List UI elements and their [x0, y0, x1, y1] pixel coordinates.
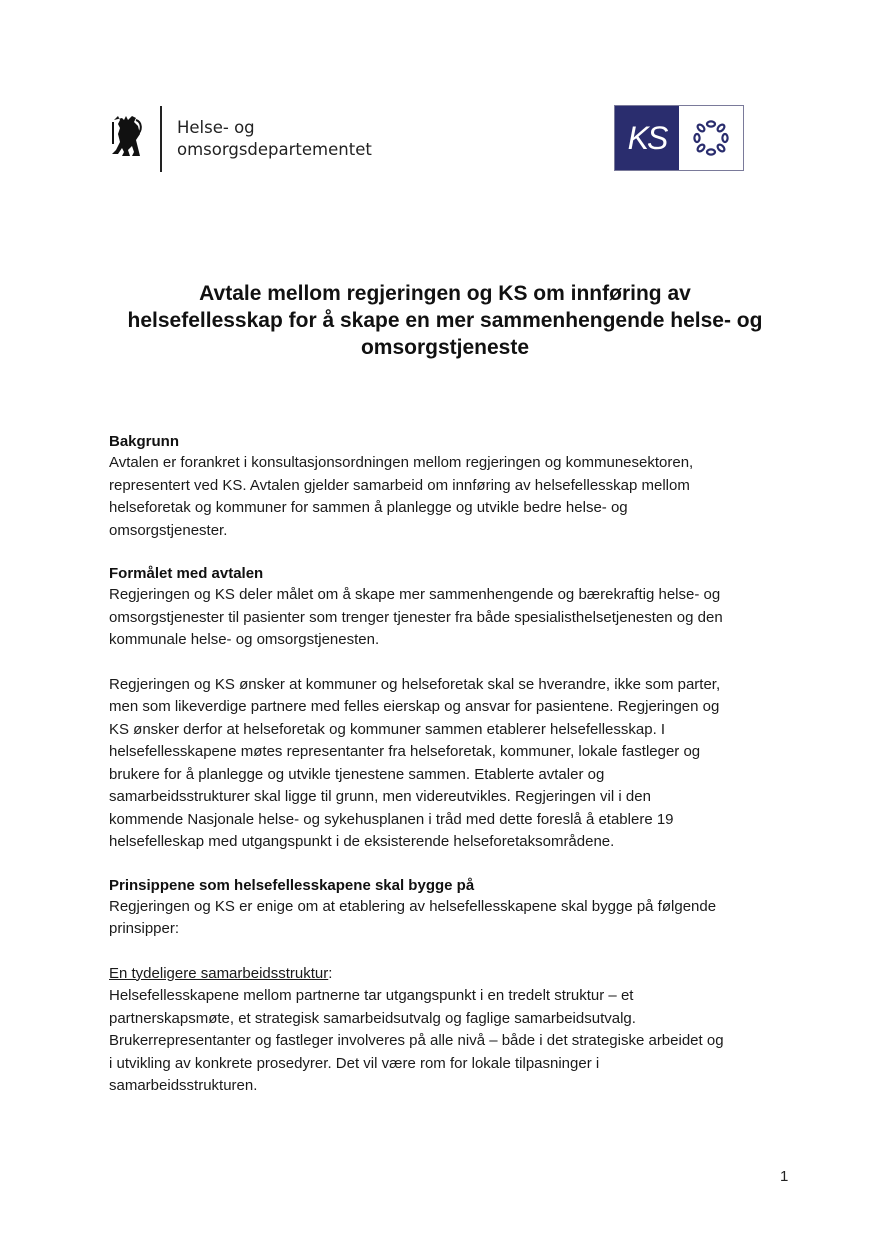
text-line: partnerskapsmøte, et strategisk samarbeidsutvalg og faglige samarbeidsutvalg. — [109, 1009, 636, 1027]
ks-logo-text: KS — [615, 106, 679, 170]
subsection-heading — [109, 963, 799, 986]
text-line: brukere for å planlegge og utvikle tjenestene sammen. Etablerte avtaler og — [109, 765, 605, 783]
text-line: omsorgstjenester til pasienter som trenger tjenester fra både spesialisthelsetjenesten og den — [109, 608, 723, 626]
text-line: Regjeringen og KS er enige om at etablering av helsefellesskapene skal bygge på følgende — [109, 897, 717, 915]
ks-chain-icon — [679, 106, 743, 170]
text-line: men som likeverdige partnere med felles eierskap og ansvar for pasientene. Regjeringen og — [109, 698, 720, 715]
paragraph — [109, 896, 799, 941]
chain-ring-icon — [691, 118, 731, 158]
text-line: helseforetak og kommuner for sammen å planlegge og utvikle bedre helse- og — [109, 499, 628, 516]
header-divider — [160, 106, 162, 172]
section-prinsippene — [109, 876, 799, 941]
text-line: kommende Nasjonale helse- og sykehusplanen i tråd med dette foreslå å etablere 19 — [109, 810, 674, 828]
document-title — [90, 280, 800, 361]
paragraph — [109, 452, 799, 542]
subsection-heading-text: En tydeligere samarbeidsstruktur — [109, 964, 329, 982]
ministry-name-line2: omsorgsdepartementet — [177, 140, 372, 159]
text-line: helsefelleskap med utgangspunkt i de eksisterende helseforetaksområdene. — [109, 833, 615, 850]
document-body — [109, 432, 799, 1098]
text-line: Helsefellesskapene mellom partnerne tar utgangspunkt i en tredelt struktur – et — [109, 987, 634, 1004]
text-line: samarbeidsstrukturen. — [109, 1077, 258, 1094]
spacer — [109, 941, 799, 963]
text-line: representert ved KS. Avtalen gjelder samarbeid om innføring av helsefellesskap mellom — [109, 476, 690, 494]
text-line: kommunale helse- og omsorgstjenesten. — [109, 631, 380, 648]
section-heading: Bakgrunn — [109, 433, 180, 450]
paragraph — [109, 985, 799, 1098]
text-line: prinsipper: — [109, 920, 180, 937]
ministry-name-line1: Helse- og — [177, 118, 255, 137]
subsection-heading-colon: : — [328, 964, 333, 982]
spacer — [109, 854, 799, 876]
lion-coat-of-arms-icon — [108, 112, 144, 158]
spacer — [109, 542, 799, 564]
text-line: Brukerrepresentanter og fastleger involveres på alle nivå – både i det strategiske arbeidet og — [109, 1032, 724, 1049]
title-line: omsorgstjeneste — [360, 336, 530, 359]
section-heading: Prinsippene som helsefellesskapene skal bygge på — [109, 876, 475, 894]
spacer — [109, 652, 799, 674]
text-line: i utvikling av konkrete prosedyrer. Det vil være rom for lokale tilpasninger i — [109, 1054, 600, 1072]
paragraph — [109, 584, 799, 652]
text-line: omsorgstjenester. — [109, 521, 228, 539]
section-heading: Formålet med avtalen — [109, 565, 264, 582]
text-line: Avtalen er forankret i konsultasjonsordningen mellom regjeringen og kommunesektoren, — [109, 454, 694, 471]
title-line: helsefellesskap for å skape en mer sammenhengende helse- og — [127, 309, 763, 332]
title-line: Avtale mellom regjeringen og KS om innføring av — [199, 282, 691, 305]
text-line: samarbeidsstrukturer skal ligge til grunn, men videreutvikles. Regjeringen vil i den — [109, 788, 651, 805]
text-line: helsefellesskapene møtes representanter fra helseforetak, kommuner, lokale fastleger og — [109, 743, 701, 760]
subsection-samarbeidsstruktur — [109, 963, 799, 1098]
text-line: Regjeringen og KS ønsker at kommuner og helseforetak skal se hverandre, ikke som parter, — [109, 675, 721, 693]
ks-logo — [614, 105, 744, 171]
text-line: Regjeringen og KS deler målet om å skape mer sammenhengende og bærekraftig helse- og — [109, 586, 721, 603]
ministry-name — [177, 117, 372, 161]
section-formalet — [109, 564, 799, 854]
page-number: 1 — [780, 1168, 789, 1185]
text-line: KS ønsker derfor at helseforetak og kommuner sammen etablerer helsefellesskap. I — [109, 720, 666, 738]
section-bakgrunn — [109, 432, 799, 542]
paragraph — [109, 674, 799, 854]
